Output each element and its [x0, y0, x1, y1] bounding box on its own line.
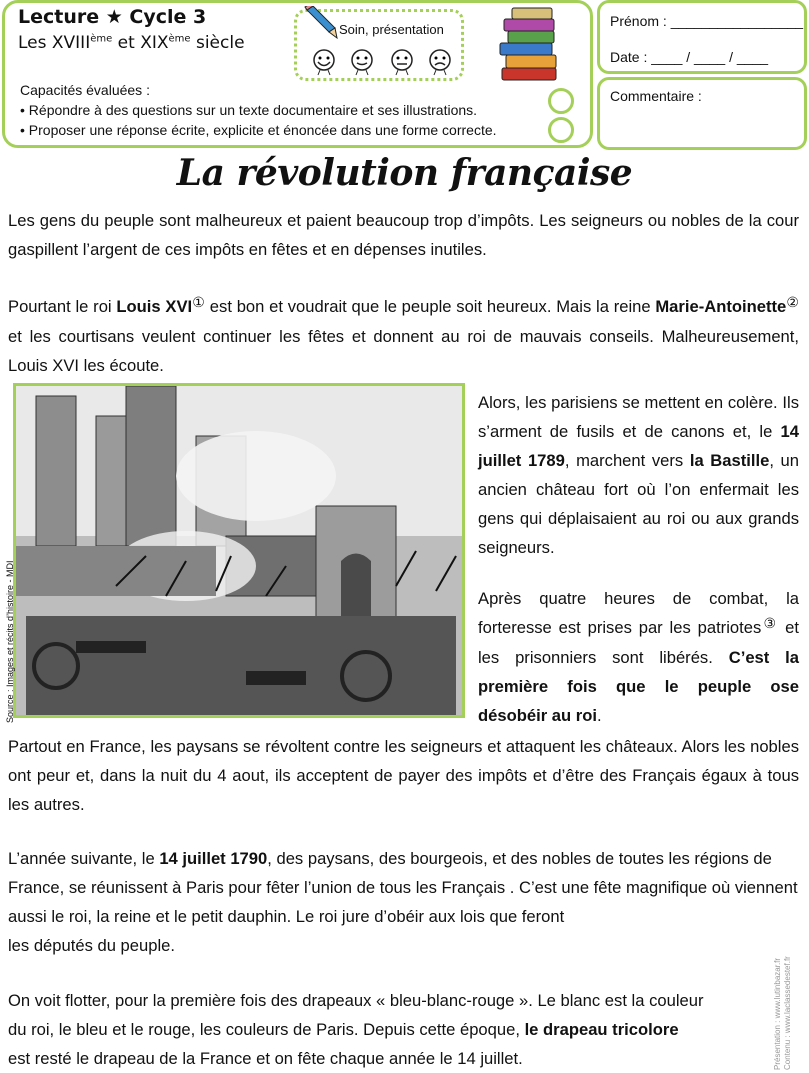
- prenom-field[interactable]: Prénom : _________________: [610, 13, 804, 29]
- header-subtitle: Les XVIIIème et XIXème siècle: [18, 33, 245, 53]
- paragraph-1: Les gens du peuple sont malheureux et paient beaucoup trop d’impôts. Les seigneurs ou nobles de la cour gaspillent l’argent de ces impôts en fêtes et en dépenses inutiles.: [8, 211, 799, 259]
- face-very-happy-icon: [311, 48, 337, 76]
- name-date-box: [597, 0, 807, 74]
- bastille-illustration: [13, 383, 465, 718]
- image-source: Source : Images et récits d’histoire - MDI: [5, 560, 15, 723]
- face-neutral-icon: [389, 48, 415, 76]
- commentaire-label: Commentaire :: [610, 88, 702, 104]
- credits: Présentation : www.lutinbazar.fr Contenu : www.laclassedestef.fr: [773, 956, 792, 1070]
- paragraph-3: Alors, les parisiens se mettent en colère. Ils s’arment de fusils et de canons et, le 14 juillet 1789, marchent vers la Bastille, un ancien château fort où l’on enfermait les gens qui déplaisaient au roi ou aux grands seigneurs.: [478, 393, 799, 557]
- pencil-icon: [301, 6, 339, 40]
- capacite-item: • Proposer une réponse écrite, explicite et énoncée dans une forme correcte.: [20, 122, 497, 138]
- header-title: Lecture ★ Cycle 3: [18, 6, 207, 28]
- face-sad-icon: [427, 48, 453, 76]
- paragraph-5: Partout en France, les paysans se révoltent contre les seigneurs et attaquent les châteaux. Alors les nobles ont peur et, dans la nuit du 4 aout, ils acceptent de payer des impôts et d’être des Français égaux à tous les autres.: [8, 737, 799, 814]
- paragraph-6: L’année suivante, le 14 juillet 1790, des paysans, des bourgeois, et des nobles de toutes les régions de France, se réunissent à Paris pour fêter l’union de tous les Français . C’est une fête magnifique où viennent aussi le roi, la reine et le petit dauphin. Le roi jure d’obéir aux lois que feront les députés du peuple.: [8, 849, 798, 955]
- soin-label: Soin, présentation: [339, 22, 444, 37]
- evaluation-circle[interactable]: [548, 117, 574, 143]
- capacite-item: • Répondre à des questions sur un texte documentaire et ses illustrations.: [20, 102, 478, 118]
- page-title: La révolution française: [176, 152, 633, 194]
- capacites-title: Capacités évaluées :: [20, 82, 150, 98]
- evaluation-circle[interactable]: [548, 88, 574, 114]
- soin-presentation-box: [294, 9, 464, 81]
- books-stack-icon: [498, 6, 562, 84]
- date-field[interactable]: Date : ____ / ____ / ____: [610, 49, 769, 65]
- paragraph-4: Après quatre heures de combat, la forteresse est prises par les patriotes③ et les prisonniers sont libérés. C’est la première fois que le peuple ose désobéir au roi.: [478, 589, 800, 725]
- commentaire-box[interactable]: [597, 77, 807, 150]
- paragraph-2: Pourtant le roi Louis XVI① est bon et voudrait que le peuple soit heureux. Mais la reine Marie-Antoinette② et les courtisans veulent continuer les fêtes et donnent au roi de mauvais conseils. Malheureusement, Louis XVI les écoute.: [8, 294, 799, 375]
- face-happy-icon: [349, 48, 375, 76]
- capacites-list: [20, 80, 497, 140]
- paragraph-7: On voit flotter, pour la première fois des drapeaux « bleu-blanc-rouge ». Le blanc est la couleur du roi, le bleu et le rouge, les couleurs de Paris. Depuis cette époque, le drapeau tricolore est resté le drapeau de la France et on fête chaque année le 14 juillet.: [8, 991, 704, 1068]
